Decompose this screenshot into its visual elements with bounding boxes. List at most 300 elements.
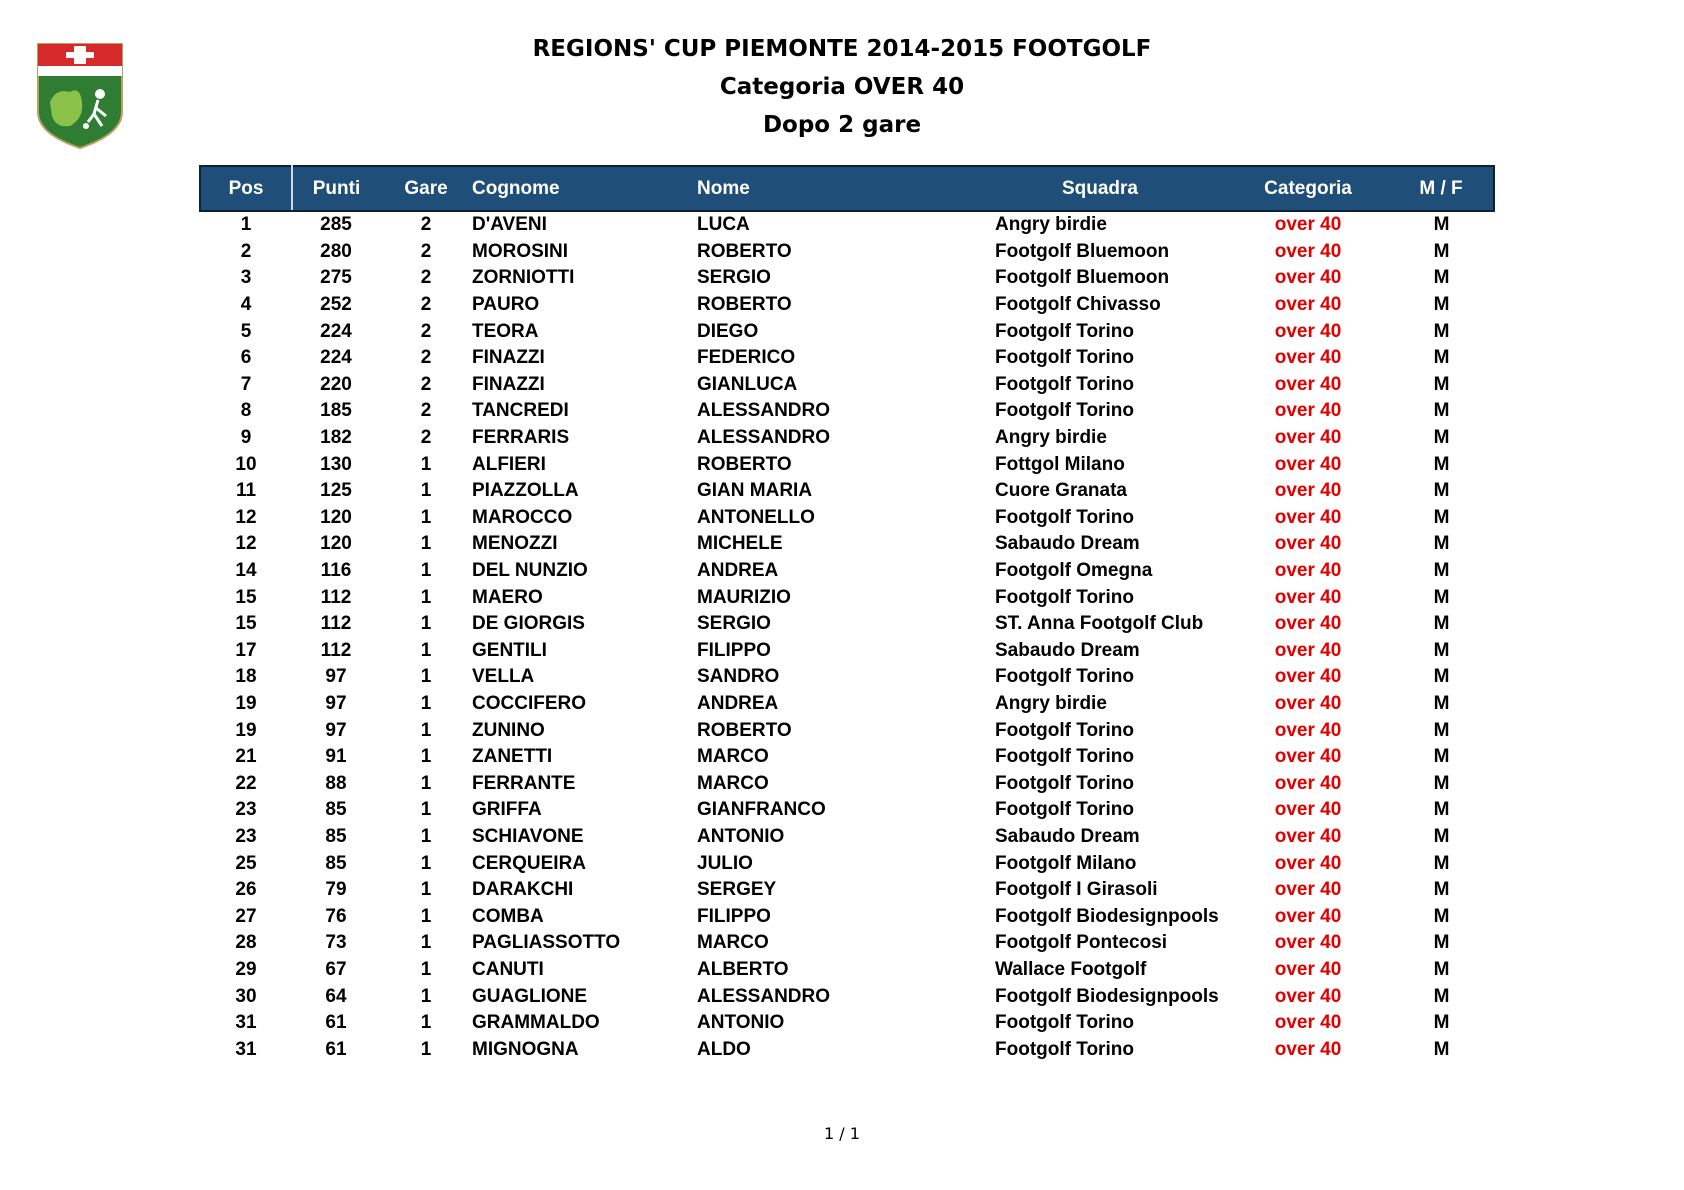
cell-mf: M: [1433, 985, 1450, 1007]
cell-mf: M: [1433, 932, 1450, 954]
cell-squadra: Footgolf Biodesignpools: [995, 985, 1219, 1007]
cell-cognome: MENOZZI: [472, 533, 558, 555]
cell-categoria: over 40: [1274, 932, 1342, 954]
cell-cognome: GENTILI: [472, 639, 547, 661]
cell-mf: M: [1433, 639, 1450, 661]
cell-punti: 97: [325, 666, 347, 688]
table-row: [200, 797, 1494, 824]
cell-squadra: Footgolf Biodesignpools: [995, 905, 1219, 927]
cell-squadra: Footgolf Torino: [995, 320, 1134, 342]
cell-punti: 64: [325, 985, 347, 1007]
cell-cognome: CANUTI: [472, 958, 544, 980]
table-row: [200, 292, 1494, 319]
cell-squadra: Footgolf Milano: [995, 852, 1137, 874]
cell-cognome: FERRANTE: [472, 772, 576, 794]
cell-categoria: over 40: [1274, 506, 1342, 528]
cell-nome: ALBERTO: [697, 958, 789, 980]
cell-cognome: CERQUEIRA: [472, 852, 587, 874]
page-number: 1 / 1: [824, 1124, 860, 1143]
cell-categoria: over 40: [1274, 1012, 1342, 1034]
cell-nome: MICHELE: [697, 533, 783, 555]
cell-squadra: Footgolf Torino: [995, 506, 1134, 528]
cell-nome: ROBERTO: [697, 240, 792, 262]
cell-cognome: PAURO: [472, 294, 540, 316]
cell-gare: 1: [420, 746, 432, 768]
cell-squadra: Footgolf Torino: [995, 746, 1134, 768]
table-row: [200, 478, 1494, 505]
cell-pos: 30: [235, 985, 257, 1007]
cell-squadra: Angry birdie: [995, 692, 1107, 714]
cell-squadra: Sabaudo Dream: [995, 533, 1140, 555]
cell-squadra: Footgolf Torino: [995, 666, 1134, 688]
cell-gare: 1: [420, 613, 432, 635]
cell-nome: ROBERTO: [697, 294, 792, 316]
table-row: [200, 930, 1494, 957]
cell-punti: 79: [325, 879, 347, 901]
cell-squadra: Footgolf I Girasoli: [995, 879, 1158, 901]
cell-squadra: Angry birdie: [995, 427, 1107, 449]
cell-punti: 275: [320, 267, 352, 289]
cell-pos: 23: [235, 825, 257, 847]
title-block: [0, 30, 1684, 144]
cell-categoria: over 40: [1274, 453, 1342, 475]
cell-squadra: Footgolf Torino: [995, 799, 1134, 821]
cell-categoria: over 40: [1274, 666, 1342, 688]
cell-mf: M: [1433, 427, 1450, 449]
cell-mf: M: [1433, 347, 1450, 369]
cell-categoria: over 40: [1274, 294, 1342, 316]
cell-nome: FILIPPO: [697, 639, 771, 661]
cell-categoria: over 40: [1274, 427, 1342, 449]
cell-cognome: MOROSINI: [472, 240, 569, 262]
cell-punti: 97: [325, 719, 347, 741]
cell-categoria: over 40: [1274, 746, 1342, 768]
cell-gare: 1: [420, 1038, 432, 1060]
cell-pos: 25: [235, 852, 257, 874]
cell-nome: ROBERTO: [697, 453, 792, 475]
cell-mf: M: [1433, 799, 1450, 821]
cell-nome: GIANLUCA: [697, 373, 798, 395]
table-row: [200, 850, 1494, 877]
col-header-squadra: Squadra: [973, 166, 1227, 211]
cell-pos: 1: [240, 214, 252, 236]
cell-nome: ANDREA: [697, 560, 779, 582]
cell-pos: 4: [240, 294, 252, 316]
cell-gare: 1: [420, 825, 432, 847]
cell-gare: 1: [420, 692, 432, 714]
col-header-punti: Punti: [292, 166, 380, 211]
page-title: REGIONS' CUP PIEMONTE 2014-2015 FOOTGOLF: [532, 36, 1152, 62]
cell-punti: 61: [325, 1038, 347, 1060]
cell-cognome: GRIFFA: [472, 799, 542, 821]
cell-gare: 2: [420, 400, 432, 422]
cell-categoria: over 40: [1274, 825, 1342, 847]
cell-pos: 12: [235, 506, 257, 528]
page-subtitle-2: Dopo 2 gare: [762, 112, 922, 138]
table-row: [200, 611, 1494, 638]
cell-mf: M: [1433, 294, 1450, 316]
col-header-nome: Nome: [697, 166, 973, 211]
table-row: [200, 265, 1494, 292]
cell-pos: 8: [240, 400, 252, 422]
cell-nome: ANTONELLO: [697, 506, 815, 528]
cell-punti: 73: [325, 932, 347, 954]
cell-pos: 7: [240, 373, 252, 395]
cell-gare: 1: [420, 905, 432, 927]
cell-categoria: over 40: [1274, 985, 1342, 1007]
col-header-categoria: Categoria: [1227, 166, 1389, 211]
cell-cognome: ALFIERI: [472, 453, 546, 475]
table-row: [200, 770, 1494, 797]
cell-gare: 1: [420, 639, 432, 661]
cell-gare: 2: [420, 427, 432, 449]
cell-punti: 88: [325, 772, 347, 794]
cell-pos: 3: [240, 267, 252, 289]
cell-categoria: over 40: [1274, 586, 1342, 608]
cell-squadra: Footgolf Torino: [995, 347, 1134, 369]
cell-mf: M: [1433, 825, 1450, 847]
cell-categoria: over 40: [1274, 879, 1342, 901]
cell-squadra: Footgolf Torino: [995, 719, 1134, 741]
cell-nome: GIAN MARIA: [697, 480, 813, 502]
table-row: [200, 744, 1494, 771]
cell-nome: SANDRO: [697, 666, 780, 688]
cell-cognome: FINAZZI: [472, 373, 545, 395]
cell-categoria: over 40: [1274, 692, 1342, 714]
cell-mf: M: [1433, 1012, 1450, 1034]
cell-nome: ALESSANDRO: [697, 985, 831, 1007]
cell-punti: 182: [320, 427, 352, 449]
cell-categoria: over 40: [1274, 772, 1342, 794]
cell-categoria: over 40: [1274, 639, 1342, 661]
cell-mf: M: [1433, 240, 1450, 262]
cell-punti: 112: [320, 613, 352, 635]
cell-gare: 2: [420, 214, 432, 236]
cell-punti: 67: [325, 958, 347, 980]
cell-punti: 130: [320, 453, 352, 475]
cell-gare: 2: [420, 347, 432, 369]
cell-nome: ANTONIO: [697, 1012, 785, 1034]
cell-pos: 19: [235, 719, 257, 741]
cell-gare: 1: [420, 985, 432, 1007]
cell-nome: ROBERTO: [697, 719, 792, 741]
cell-gare: 2: [420, 240, 432, 262]
cell-cognome: SCHIAVONE: [472, 825, 584, 847]
cell-categoria: over 40: [1274, 905, 1342, 927]
cell-categoria: over 40: [1274, 958, 1342, 980]
cell-cognome: FERRARIS: [472, 427, 570, 449]
table-row: [200, 211, 1494, 239]
cell-punti: 120: [320, 506, 352, 528]
cell-cognome: DEL NUNZIO: [472, 560, 588, 582]
cell-punti: 85: [325, 799, 347, 821]
cell-cognome: MIGNOGNA: [472, 1038, 579, 1060]
cell-pos: 27: [235, 905, 257, 927]
cell-pos: 31: [235, 1012, 257, 1034]
cell-pos: 28: [235, 932, 257, 954]
cell-pos: 17: [235, 639, 257, 661]
cell-squadra: Footgolf Torino: [995, 586, 1134, 608]
cell-pos: 14: [235, 560, 257, 582]
cell-categoria: over 40: [1274, 400, 1342, 422]
cell-pos: 11: [235, 480, 257, 502]
cell-pos: 15: [235, 613, 257, 635]
col-header-mf: M / F: [1389, 166, 1494, 211]
cell-squadra: Cuore Granata: [995, 480, 1127, 502]
cell-nome: GIANFRANCO: [697, 799, 826, 821]
cell-nome: MARCO: [697, 772, 769, 794]
cell-pos: 29: [235, 958, 257, 980]
cell-pos: 31: [235, 1038, 257, 1060]
cell-mf: M: [1433, 320, 1450, 342]
cell-punti: 185: [320, 400, 352, 422]
cell-gare: 2: [420, 320, 432, 342]
cell-gare: 1: [420, 1012, 432, 1034]
cell-squadra: ST. Anna Footgolf Club: [995, 613, 1204, 635]
cell-categoria: over 40: [1274, 719, 1342, 741]
cell-gare: 1: [420, 480, 432, 502]
cell-punti: 85: [325, 852, 347, 874]
table-row: [200, 877, 1494, 904]
cell-mf: M: [1433, 586, 1450, 608]
cell-nome: MARCO: [697, 932, 769, 954]
cell-squadra: Footgolf Bluemoon: [995, 267, 1170, 289]
table-row: [200, 1036, 1494, 1063]
cell-cognome: GUAGLIONE: [472, 985, 588, 1007]
cell-nome: SERGIO: [697, 267, 771, 289]
cell-categoria: over 40: [1274, 799, 1342, 821]
cell-categoria: over 40: [1274, 240, 1342, 262]
cell-pos: 15: [235, 586, 257, 608]
cell-mf: M: [1433, 958, 1450, 980]
cell-squadra: Footgolf Torino: [995, 1038, 1134, 1060]
cell-categoria: over 40: [1274, 214, 1342, 236]
cell-pos: 26: [235, 879, 257, 901]
table-row: [200, 957, 1494, 984]
cell-pos: 9: [240, 427, 252, 449]
cell-nome: LUCA: [697, 214, 750, 236]
cell-gare: 1: [420, 666, 432, 688]
table-row: [200, 372, 1494, 399]
cell-gare: 1: [420, 772, 432, 794]
cell-categoria: over 40: [1274, 533, 1342, 555]
table-row: [200, 398, 1494, 425]
cell-pos: 23: [235, 799, 257, 821]
cell-punti: 285: [320, 214, 352, 236]
cell-nome: MARCO: [697, 746, 769, 768]
cell-nome: ANDREA: [697, 692, 779, 714]
cell-pos: 2: [240, 240, 252, 262]
cell-categoria: over 40: [1274, 852, 1342, 874]
cell-categoria: over 40: [1274, 320, 1342, 342]
cell-squadra: Footgolf Bluemoon: [995, 240, 1170, 262]
table-row: [200, 558, 1494, 585]
cell-categoria: over 40: [1274, 480, 1342, 502]
cell-mf: M: [1433, 746, 1450, 768]
cell-gare: 1: [420, 852, 432, 874]
cell-nome: ALDO: [697, 1038, 751, 1060]
cell-cognome: TANCREDI: [472, 400, 569, 422]
cell-cognome: DARAKCHI: [472, 879, 574, 901]
cell-punti: 280: [320, 240, 352, 262]
cell-cognome: COCCIFERO: [472, 692, 586, 714]
cell-squadra: Footgolf Torino: [995, 772, 1134, 794]
cell-nome: FILIPPO: [697, 905, 771, 927]
cell-squadra: Footgolf Torino: [995, 400, 1134, 422]
cell-nome: ANTONIO: [697, 825, 785, 847]
table-row: [200, 691, 1494, 718]
cell-mf: M: [1433, 373, 1450, 395]
cell-gare: 2: [420, 373, 432, 395]
cell-gare: 1: [420, 453, 432, 475]
cell-mf: M: [1433, 666, 1450, 688]
cell-cognome: GRAMMALDO: [472, 1012, 600, 1034]
table-row: [200, 664, 1494, 691]
cell-nome: FEDERICO: [697, 347, 796, 369]
cell-mf: M: [1433, 533, 1450, 555]
cell-cognome: PAGLIASSOTTO: [472, 932, 621, 954]
table-row: [200, 717, 1494, 744]
cell-nome: DIEGO: [697, 320, 759, 342]
cell-pos: 21: [235, 746, 257, 768]
cell-pos: 5: [240, 320, 252, 342]
cell-punti: 120: [320, 533, 352, 555]
cell-nome: ALESSANDRO: [697, 400, 831, 422]
table-row: [200, 1010, 1494, 1037]
cell-nome: MAURIZIO: [697, 586, 791, 608]
cell-punti: 116: [320, 560, 352, 582]
cell-categoria: over 40: [1274, 613, 1342, 635]
cell-punti: 91: [325, 746, 347, 768]
cell-squadra: Wallace Footgolf: [995, 958, 1147, 980]
cell-squadra: Footgolf Torino: [995, 373, 1134, 395]
cell-gare: 1: [420, 799, 432, 821]
cell-mf: M: [1433, 1038, 1450, 1060]
col-header-pos: Pos: [200, 166, 292, 211]
cell-cognome: COMBA: [472, 905, 544, 927]
cell-gare: 1: [420, 932, 432, 954]
cell-pos: 19: [235, 692, 257, 714]
cell-squadra: Fottgol Milano: [995, 453, 1125, 475]
cell-cognome: DE GIORGIS: [472, 613, 585, 635]
cell-gare: 2: [420, 267, 432, 289]
cell-mf: M: [1433, 506, 1450, 528]
cell-mf: M: [1433, 480, 1450, 502]
cell-pos: 12: [235, 533, 257, 555]
cell-mf: M: [1433, 772, 1450, 794]
cell-punti: 125: [320, 480, 352, 502]
cell-cognome: ZUNINO: [472, 719, 545, 741]
cell-gare: 1: [420, 560, 432, 582]
table-row: [200, 345, 1494, 372]
cell-punti: 97: [325, 692, 347, 714]
cell-mf: M: [1433, 905, 1450, 927]
cell-punti: 61: [325, 1012, 347, 1034]
cell-pos: 22: [235, 772, 257, 794]
cell-mf: M: [1433, 852, 1450, 874]
cell-punti: 85: [325, 825, 347, 847]
cell-cognome: TEORA: [472, 320, 539, 342]
cell-nome: ALESSANDRO: [697, 427, 831, 449]
cell-cognome: D'AVENI: [472, 214, 547, 236]
cell-punti: 224: [320, 347, 352, 369]
cell-gare: 1: [420, 533, 432, 555]
cell-squadra: Footgolf Torino: [995, 1012, 1134, 1034]
cell-pos: 10: [235, 453, 257, 475]
cell-gare: 1: [420, 719, 432, 741]
cell-mf: M: [1433, 453, 1450, 475]
table-row: [200, 983, 1494, 1010]
cell-mf: M: [1433, 400, 1450, 422]
cell-cognome: MAROCCO: [472, 506, 573, 528]
cell-cognome: VELLA: [472, 666, 535, 688]
cell-squadra: Sabaudo Dream: [995, 639, 1140, 661]
cell-gare: 1: [420, 879, 432, 901]
table-row: [200, 425, 1494, 452]
cell-nome: SERGIO: [697, 613, 771, 635]
cell-gare: 2: [420, 294, 432, 316]
table-row: [200, 451, 1494, 478]
cell-cognome: MAERO: [472, 586, 543, 608]
table-header-row: [200, 166, 1494, 211]
table-body: [200, 211, 1494, 1063]
table-row: [200, 239, 1494, 266]
cell-categoria: over 40: [1274, 347, 1342, 369]
cell-punti: 112: [320, 639, 352, 661]
table-row: [200, 824, 1494, 851]
cell-punti: 112: [320, 586, 352, 608]
table-row: [200, 638, 1494, 665]
cell-cognome: ZORNIOTTI: [472, 267, 575, 289]
table-row: [200, 584, 1494, 611]
cell-cognome: ZANETTI: [472, 746, 553, 768]
cell-nome: SERGEY: [697, 879, 777, 901]
cell-squadra: Footgolf Chivasso: [995, 294, 1161, 316]
cell-categoria: over 40: [1274, 373, 1342, 395]
cell-mf: M: [1433, 560, 1450, 582]
cell-categoria: over 40: [1274, 1038, 1342, 1060]
standings-table: [199, 165, 1495, 1063]
cell-gare: 1: [420, 958, 432, 980]
table-row: [200, 505, 1494, 532]
cell-mf: M: [1433, 613, 1450, 635]
cell-squadra: Angry birdie: [995, 214, 1107, 236]
cell-mf: M: [1433, 267, 1450, 289]
cell-punti: 252: [320, 294, 352, 316]
cell-mf: M: [1433, 879, 1450, 901]
cell-squadra: Footgolf Pontecosi: [995, 932, 1168, 954]
cell-categoria: over 40: [1274, 560, 1342, 582]
col-header-cognome: Cognome: [472, 166, 697, 211]
cell-gare: 1: [420, 506, 432, 528]
page-subtitle: Categoria OVER 40: [719, 74, 965, 100]
table-row: [200, 318, 1494, 345]
cell-punti: 220: [320, 373, 352, 395]
cell-punti: 76: [325, 905, 347, 927]
cell-squadra: Footgolf Omegna: [995, 560, 1153, 582]
cell-squadra: Sabaudo Dream: [995, 825, 1140, 847]
table-row: [200, 903, 1494, 930]
table-row: [200, 531, 1494, 558]
cell-cognome: PIAZZOLLA: [472, 480, 579, 502]
cell-pos: 6: [240, 347, 252, 369]
col-header-gare: Gare: [380, 166, 472, 211]
cell-pos: 18: [235, 666, 257, 688]
cell-nome: JULIO: [697, 852, 753, 874]
cell-cognome: FINAZZI: [472, 347, 545, 369]
cell-mf: M: [1433, 719, 1450, 741]
cell-mf: M: [1433, 214, 1450, 236]
